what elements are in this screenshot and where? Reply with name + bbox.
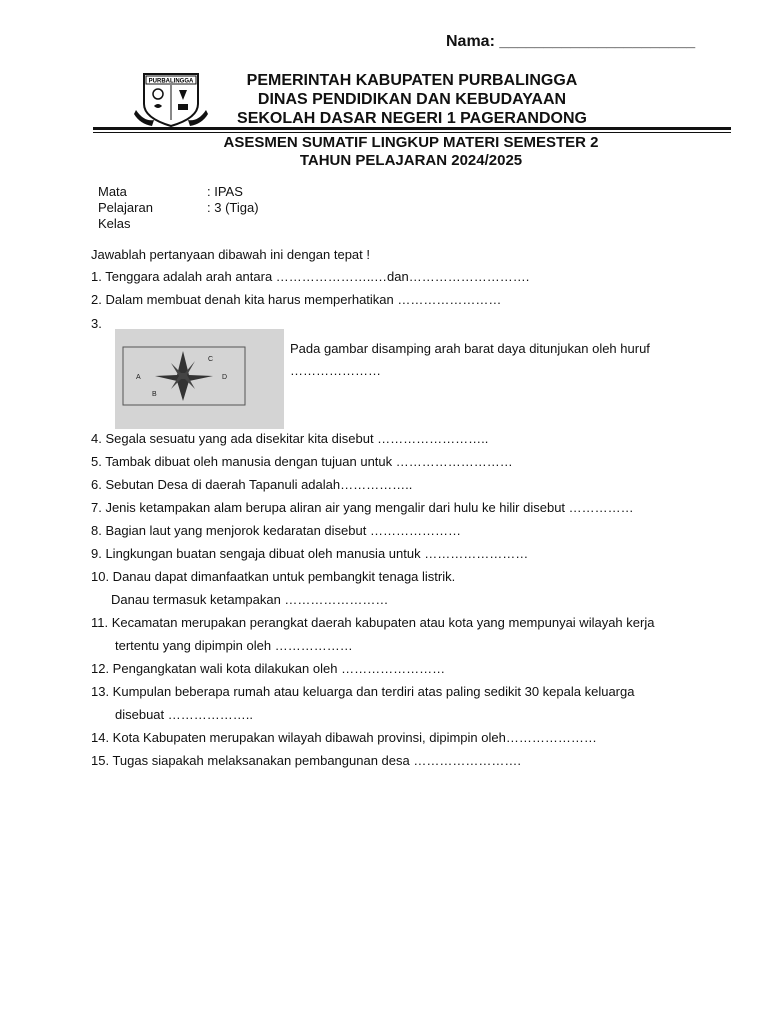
compass-rose-icon: [115, 329, 284, 429]
instruction-text: Jawablah pertanyaan dibawah ini dengan tepat !: [91, 247, 370, 262]
question-13-line-1: 13. Kumpulan beberapa rumah atau keluarga dan terdiri atas paling sedikit 30 kepala keluarga: [91, 684, 635, 699]
question-8: 8. Bagian laut yang menjorok kedaratan disebut …………………: [91, 523, 461, 538]
question-15: 15. Tugas siapakah melaksanakan pembangunan desa …………………….: [91, 753, 521, 768]
question-3-number: 3.: [91, 316, 102, 331]
purbalingga-emblem-icon: [134, 70, 208, 130]
info-labels: [98, 184, 153, 232]
question-3-text: [290, 338, 690, 382]
question-5: 5. Tambak dibuat oleh manusia dengan tujuan untuk ………………………: [91, 454, 513, 469]
question-11-line-1: 11. Kecamatan merupakan perangkat daerah kabupaten atau kota yang mempunyai wilayah kerja: [91, 615, 655, 630]
header-rule-thin: [93, 132, 731, 133]
info-label-mata: Mata: [98, 184, 127, 199]
header-line-1: PEMERINTAH KABUPATEN PURBALINGGA: [246, 72, 578, 89]
question-7: 7. Jenis ketampakan alam berupa aliran air yang mengalir dari hulu ke hilir disebut ……………: [91, 500, 634, 515]
info-label-kelas: Kelas: [98, 216, 131, 231]
compass-label-c: C: [208, 356, 214, 363]
question-3-line-1: Pada gambar disamping arah barat daya ditunjukan oleh huruf: [290, 341, 650, 356]
question-14: 14. Kota Kabupaten merupakan wilayah dibawah provinsi, dipimpin oleh…………………: [91, 730, 597, 745]
question-3-line-2: …………………: [290, 363, 381, 378]
question-1: 1. Tenggara adalah arah antara …………………..…dan……………………….: [91, 269, 530, 284]
info-values: [207, 184, 259, 216]
header-rule-thick: [93, 127, 731, 130]
info-value-class: : 3 (Tiga): [207, 200, 259, 215]
header-line-2: DINAS PENDIDIKAN DAN KEBUDAYAAN: [257, 91, 567, 108]
student-name-field: Nama: ______________________: [446, 33, 696, 50]
exam-title-line-2: TAHUN PELAJARAN 2024/2025: [299, 152, 523, 169]
compass-label-d: D: [222, 374, 228, 381]
question-4: 4. Segala sesuatu yang ada disekitar kita disebut ……………………..: [91, 431, 489, 446]
question-13-line-2: disebuat ………………..: [115, 707, 253, 722]
info-label-pelajaran: Pelajaran: [98, 200, 153, 215]
question-11-line-2: tertentu yang dipimpin oleh ………………: [115, 638, 353, 653]
compass-label-a: A: [136, 374, 141, 381]
exam-title-line-1: ASESMEN SUMATIF LINGKUP MATERI SEMESTER 2: [223, 134, 599, 151]
school-logo: [134, 70, 208, 130]
info-value-subject: : IPAS: [207, 184, 243, 199]
question-10-line-1: 10. Danau dapat dimanfaatkan untuk pembangkit tenaga listrik.: [91, 569, 456, 584]
exam-title: [150, 134, 672, 170]
compass-image: [115, 329, 284, 429]
question-9: 9. Lingkungan buatan sengaja dibuat oleh manusia untuk ……………………: [91, 546, 529, 561]
school-header: [212, 71, 612, 128]
question-10-line-2: Danau termasuk ketampakan ……………………: [111, 592, 389, 607]
question-6: 6. Sebutan Desa di daerah Tapanuli adalah……………..: [91, 477, 413, 492]
question-12: 12. Pengangkatan wali kota dilakukan oleh ……………………: [91, 661, 446, 676]
logo-text: PURBALINGGA: [148, 78, 194, 85]
question-2: 2. Dalam membuat denah kita harus memperhatikan ……………………: [91, 292, 502, 307]
header-line-3: SEKOLAH DASAR NEGERI 1 PAGERANDONG: [237, 110, 587, 127]
compass-label-b: B: [152, 391, 157, 398]
